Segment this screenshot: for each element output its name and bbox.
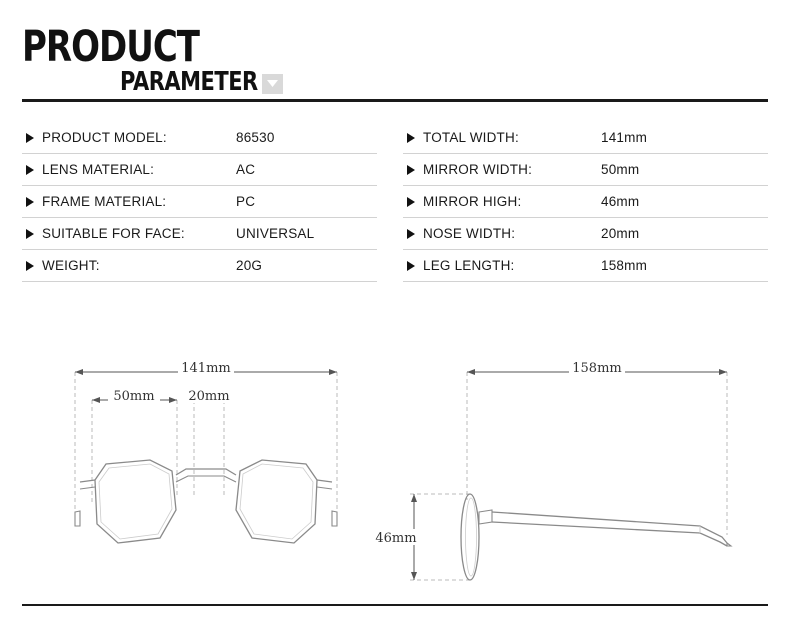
front-view-diagram (75, 361, 337, 543)
front-nose-width-label: 20mm (188, 389, 230, 404)
triangle-right-icon (403, 165, 423, 175)
footer-divider (22, 604, 768, 606)
spec-column-left (22, 122, 395, 282)
triangle-right-icon (22, 261, 42, 271)
spec-value: 86530 (236, 130, 275, 145)
table-row (403, 122, 768, 154)
spec-value: AC (236, 162, 256, 177)
table-row (22, 218, 377, 250)
triangle-right-icon (403, 133, 423, 143)
spec-label: MIRROR HIGH: (423, 194, 522, 209)
side-view-diagram (375, 361, 731, 580)
table-row (22, 154, 377, 186)
spec-value: 20mm (601, 226, 640, 241)
spec-value: 141mm (601, 130, 648, 145)
triangle-right-icon (22, 229, 42, 239)
spec-label: NOSE WIDTH: (423, 226, 516, 241)
page-title-line1: PRODUCT (22, 22, 199, 73)
spec-value: 50mm (601, 162, 640, 177)
page-title-line2: PARAMETER (120, 66, 258, 97)
spec-value: PC (236, 194, 256, 209)
page-title (22, 22, 322, 97)
chevron-down-icon (262, 74, 283, 94)
side-lens-height-label: 46mm (375, 531, 417, 546)
spec-value: 158mm (601, 258, 648, 273)
triangle-right-icon (403, 261, 423, 271)
spec-label: SUITABLE FOR FACE: (42, 226, 185, 241)
front-total-width-label: 141mm (181, 361, 231, 376)
spec-label: FRAME MATERIAL: (42, 194, 167, 209)
header (0, 0, 790, 100)
spec-table (22, 122, 768, 282)
spec-label: LENS MATERIAL: (42, 162, 155, 177)
spec-column-right (395, 122, 768, 282)
table-row (403, 154, 768, 186)
table-row (403, 250, 768, 282)
dimension-diagrams (0, 330, 790, 600)
table-row (22, 122, 377, 154)
spec-label: PRODUCT MODEL: (42, 130, 167, 145)
table-row (403, 218, 768, 250)
triangle-right-icon (22, 197, 42, 207)
spec-value: 20G (236, 258, 263, 273)
triangle-right-icon (22, 165, 42, 175)
table-row (22, 250, 377, 282)
header-divider (22, 99, 768, 102)
triangle-right-icon (22, 133, 42, 143)
spec-label: TOTAL WIDTH: (423, 130, 519, 145)
spec-label: LEG LENGTH: (423, 258, 515, 273)
front-lens-width-label: 50mm (113, 389, 155, 404)
triangle-right-icon (403, 197, 423, 207)
side-leg-length-label: 158mm (572, 361, 622, 376)
triangle-right-icon (403, 229, 423, 239)
spec-label: WEIGHT: (42, 258, 100, 273)
spec-label: MIRROR WIDTH: (423, 162, 533, 177)
spec-value: UNIVERSAL (236, 226, 315, 241)
spec-value: 46mm (601, 194, 640, 209)
page-subtitle-row (22, 66, 322, 97)
diagram-canvas (0, 330, 790, 600)
table-row (403, 186, 768, 218)
table-row (22, 186, 377, 218)
